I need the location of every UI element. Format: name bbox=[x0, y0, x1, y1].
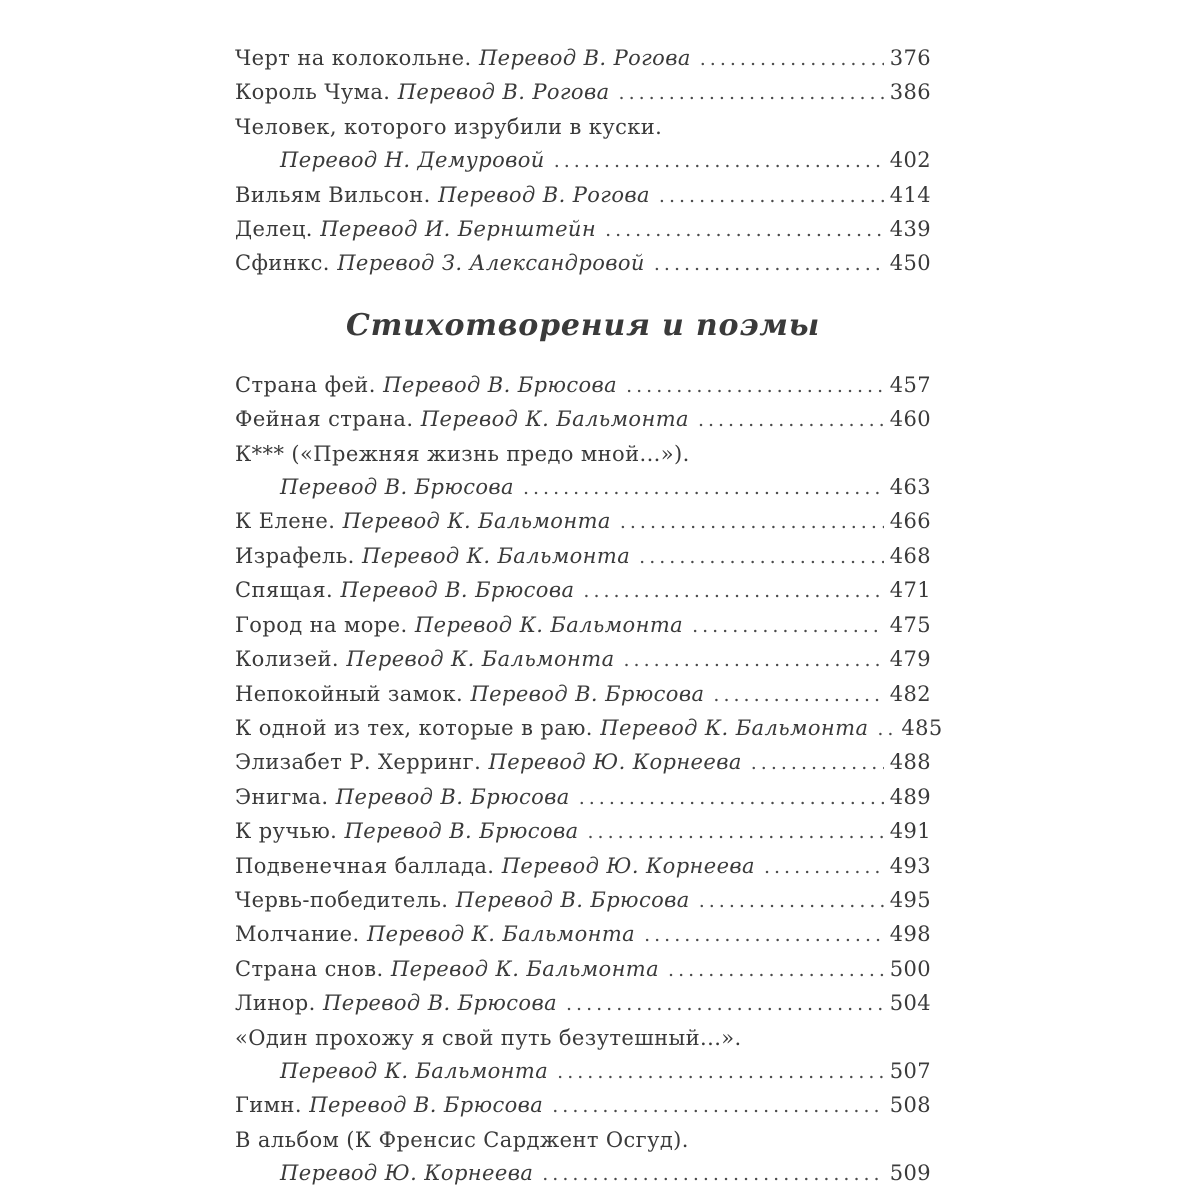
entry-translator: Перевод В. Рогова bbox=[478, 46, 691, 70]
entry-title: Колизей. bbox=[235, 647, 339, 672]
entry-translator: Перевод К. Бальмонта bbox=[342, 509, 611, 534]
toc-entry bbox=[235, 643, 931, 677]
entry-page-number: 508 bbox=[889, 1093, 931, 1118]
toc-entry bbox=[235, 179, 931, 213]
dot-leader bbox=[639, 540, 884, 574]
entry-translator: Перевод К. Бальмонта bbox=[280, 1058, 549, 1083]
entry-page-number: 468 bbox=[889, 543, 931, 568]
dot-leader bbox=[692, 609, 884, 643]
entry-translator: Перевод В. Брюсова bbox=[335, 784, 570, 809]
entry-title: К*** («Прежняя жизнь предо мной...»). bbox=[235, 441, 690, 466]
entry-title: Спящая. bbox=[235, 578, 334, 603]
toc-entry bbox=[235, 505, 931, 539]
entry-page-number: 471 bbox=[889, 578, 931, 603]
entry-title: Элизабет Р. Херринг. bbox=[235, 750, 482, 775]
toc-entry bbox=[235, 678, 931, 712]
entry-page-number: 475 bbox=[889, 612, 931, 637]
entry-translator: Перевод Ю. Корнеева bbox=[488, 750, 742, 775]
toc-entry bbox=[235, 540, 931, 574]
entry-translator: Перевод К. Бальмонта bbox=[366, 922, 636, 947]
entry-translator: Перевод Ю. Корнеева bbox=[501, 853, 755, 878]
toc-entry bbox=[235, 918, 931, 952]
entry-title: Линор. bbox=[235, 991, 316, 1016]
entry-page-number: 466 bbox=[889, 509, 931, 534]
entry-title: Страна снов. bbox=[235, 956, 384, 981]
dot-leader bbox=[626, 369, 884, 403]
dot-leader bbox=[552, 1089, 883, 1123]
toc-entry bbox=[235, 712, 943, 746]
toc-entry bbox=[235, 609, 931, 643]
entry-translator: Перевод В. Брюсова bbox=[309, 1093, 544, 1118]
entry-translator: Перевод В. Брюсова bbox=[455, 887, 690, 912]
toc-entry bbox=[235, 369, 931, 403]
toc-entry bbox=[235, 247, 931, 281]
entry-page-number: 457 bbox=[889, 372, 931, 397]
toc-entry bbox=[235, 953, 931, 987]
dot-leader bbox=[557, 1055, 884, 1089]
dot-leader bbox=[877, 712, 895, 746]
dot-leader bbox=[700, 42, 884, 76]
toc-entry bbox=[235, 1089, 931, 1123]
entry-page-number: 439 bbox=[889, 217, 931, 242]
toc-entry bbox=[235, 1124, 931, 1192]
entry-page-number: 493 bbox=[889, 853, 931, 878]
entry-translator: Перевод З. Александровой bbox=[337, 251, 645, 276]
entry-translator: Перевод К. Бальмонта bbox=[414, 612, 684, 637]
entry-title: Черт на колокольне. bbox=[235, 46, 472, 70]
entry-title: Страна фей. bbox=[235, 372, 376, 397]
toc-entry bbox=[235, 987, 931, 1021]
dot-leader bbox=[566, 987, 884, 1021]
toc-entry bbox=[235, 213, 931, 247]
entry-translator: Перевод И. Бернштейн bbox=[320, 217, 597, 242]
entry-page-number: 386 bbox=[889, 80, 931, 105]
entry-page-number: 414 bbox=[889, 182, 931, 207]
entry-translator: Перевод В. Брюсова bbox=[340, 578, 575, 603]
entry-title: Город на море. bbox=[235, 612, 408, 637]
entry-translator: Перевод В. Брюсова bbox=[344, 819, 579, 844]
toc-entry bbox=[235, 1022, 931, 1090]
dot-leader bbox=[698, 403, 884, 437]
entry-page-number: 504 bbox=[889, 991, 931, 1016]
dot-leader bbox=[668, 953, 884, 987]
dot-leader bbox=[583, 574, 883, 608]
entry-title: К одной из тех, которые в раю. bbox=[235, 715, 593, 740]
entry-translator: Перевод К. Бальмонта bbox=[362, 543, 631, 568]
toc-list-poems bbox=[235, 369, 943, 1192]
entry-page-number: 402 bbox=[889, 148, 931, 173]
entry-page-number: 491 bbox=[889, 819, 931, 844]
entry-page-number: 495 bbox=[889, 887, 931, 912]
dot-leader bbox=[659, 179, 884, 213]
dot-leader bbox=[605, 213, 884, 247]
section-heading: Стихотворения и поэмы bbox=[345, 307, 821, 343]
entry-page-number: 509 bbox=[889, 1161, 931, 1186]
entry-page-number: 500 bbox=[889, 956, 931, 981]
entry-title: Король Чума. bbox=[235, 80, 391, 105]
dot-leader bbox=[542, 1157, 883, 1191]
entry-page-number: 489 bbox=[889, 784, 931, 809]
entry-translator: Перевод В. Рогова bbox=[397, 80, 610, 105]
entry-page-number: 507 bbox=[889, 1058, 931, 1083]
dot-leader bbox=[654, 247, 884, 281]
dot-leader bbox=[624, 643, 884, 677]
dot-leader bbox=[579, 781, 884, 815]
entry-page-number: 479 bbox=[889, 647, 931, 672]
entry-translator: Перевод К. Бальмонта bbox=[390, 956, 660, 981]
toc-entry bbox=[235, 111, 931, 179]
entry-title: Делец. bbox=[235, 217, 313, 242]
dot-leader bbox=[699, 884, 884, 918]
entry-translator: Перевод К. Бальмонта bbox=[346, 647, 615, 672]
toc-entry bbox=[235, 781, 931, 815]
entry-page-number: 376 bbox=[889, 46, 931, 70]
entry-page-number: 463 bbox=[889, 475, 931, 500]
entry-page-number: 488 bbox=[889, 750, 931, 775]
toc-entry bbox=[235, 850, 931, 884]
dot-leader bbox=[588, 815, 884, 849]
entry-title: Гимн. bbox=[235, 1093, 302, 1118]
entry-translator: Перевод В. Брюсова bbox=[470, 681, 705, 706]
entry-title: В альбом (К Френсис Сарджент Осгуд). bbox=[235, 1127, 689, 1152]
entry-translator: Перевод В. Брюсова bbox=[383, 372, 618, 397]
entry-page-number: 482 bbox=[889, 681, 931, 706]
entry-translator: Перевод В. Брюсова bbox=[280, 475, 514, 500]
entry-title: К Елене. bbox=[235, 509, 336, 534]
toc-entry bbox=[235, 574, 931, 608]
entry-page-number: 450 bbox=[889, 251, 931, 276]
dot-leader bbox=[620, 505, 884, 539]
entry-page-number: 460 bbox=[889, 407, 931, 432]
entry-translator: Перевод Ю. Корнеева bbox=[280, 1161, 534, 1186]
toc-entry bbox=[235, 76, 931, 110]
toc-entry bbox=[235, 403, 931, 437]
entry-page-number: 485 bbox=[901, 715, 943, 740]
toc-entry bbox=[235, 815, 931, 849]
entry-translator: Перевод К. Бальмонта bbox=[600, 715, 869, 740]
entry-title: «Один прохожу я свой путь безутешный...». bbox=[235, 1025, 742, 1050]
entry-page-number: 498 bbox=[889, 922, 931, 947]
entry-title: Израфель. bbox=[235, 543, 355, 568]
dot-leader bbox=[554, 144, 884, 178]
dot-leader bbox=[764, 850, 884, 884]
entry-title: Фейная страна. bbox=[235, 407, 414, 432]
entry-title: Вильям Вильсон. bbox=[235, 182, 431, 207]
entry-title: Молчание. bbox=[235, 922, 360, 947]
entry-translator: Перевод Н. Демуровой bbox=[280, 148, 545, 173]
dot-leader bbox=[619, 76, 884, 110]
entry-translator: Перевод К. Бальмонта bbox=[420, 407, 689, 432]
dot-leader bbox=[644, 918, 884, 952]
entry-title: Человек, которого изрубили в куски. bbox=[235, 114, 663, 139]
toc-entry bbox=[235, 884, 931, 918]
toc-list-top bbox=[235, 42, 931, 282]
entry-translator: Перевод В. Брюсова bbox=[323, 991, 557, 1016]
entry-title: Сфинкс. bbox=[235, 251, 330, 276]
toc-entry bbox=[235, 438, 931, 506]
entry-translator: Перевод В. Рогова bbox=[438, 182, 650, 207]
entry-title: Червь-победитель. bbox=[235, 887, 449, 912]
entry-title: Подвенечная баллада. bbox=[235, 853, 495, 878]
toc-entry bbox=[235, 746, 931, 780]
dot-leader bbox=[751, 746, 884, 780]
toc-page bbox=[235, 42, 943, 1192]
entry-title: К ручью. bbox=[235, 819, 338, 844]
dot-leader bbox=[713, 678, 883, 712]
entry-title: Непокойный замок. bbox=[235, 681, 464, 706]
entry-title: Энигма. bbox=[235, 784, 329, 809]
dot-leader bbox=[523, 471, 884, 505]
toc-entry bbox=[235, 42, 931, 76]
